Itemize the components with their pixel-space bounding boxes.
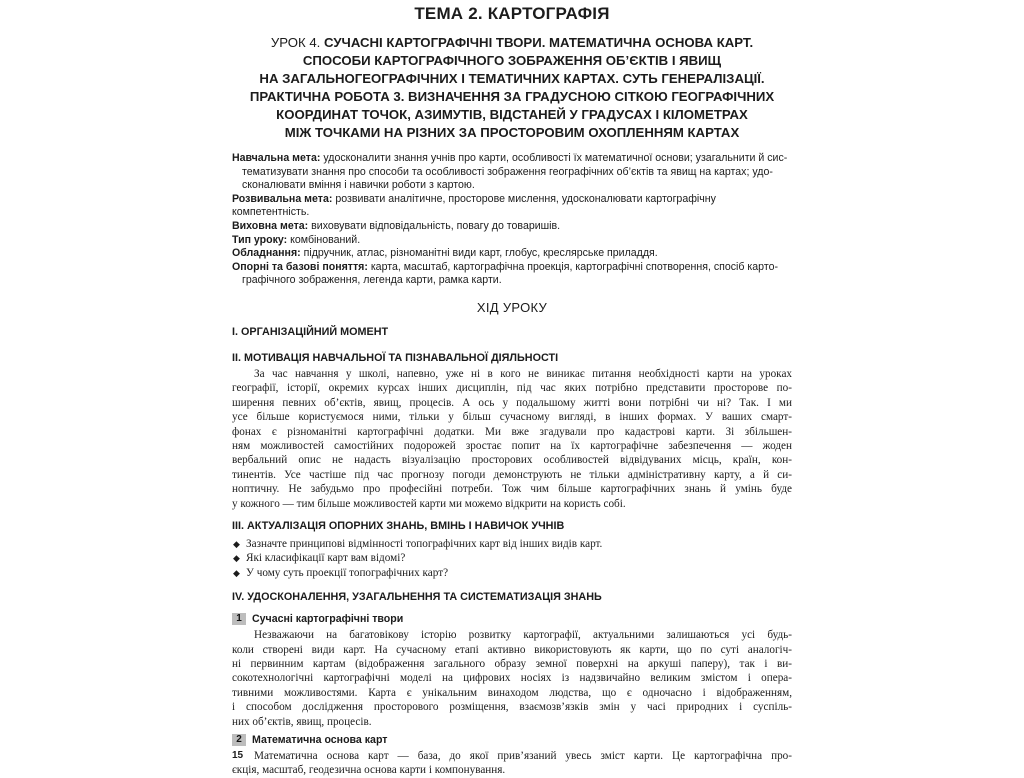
lesson-title-line: НА ЗАГАЛЬНОГЕОГРАФІЧНИХ І ТЕМАТИЧНИХ КАРТАХ. СУТЬ ГЕНЕРАЛІЗАЦІЇ. [259,71,765,86]
list-item: ◆ Зазначте принципові відмінності топографічних карт від інших видів карт. [233,538,603,550]
lesson-goals [232,152,792,288]
lesson-title-line: КООРДИНАТ ТОЧОК, АЗИМУТІВ, ВІДСТАНЕЙ У ГРАДУСАХ І КІЛОМЕТРАХ [276,107,748,122]
lesson-title-line: ПРАКТИЧНА РОБОТА 3. ВИЗНАЧЕННЯ ЗА ГРАДУСНОЮ СІТКОЮ ГЕОГРАФІЧНИХ [249,89,775,104]
diamond-bullet-icon: ◆ [233,553,240,564]
subsection-heading-2: 2 Математична основа карт [232,733,792,747]
cartographic-works-paragraph: Незважаючи на багатовікову історію розвитку картографії, актуальними залишаються усі будь- коли створені види карт. На сучасному етапі активно використовують як карти, що по суті аналогіч- ні первинним картам (відображення загального образу земної поверхні на аркуші паперу), так і ви- сокотехнологічні картографічні моделі на цифрових носіях із надзвичайно великим змістом і опера- тивними можливостями. Карта є унікальним винаходом людства, що є одночасно і відображенням, і способом дослідження просторового розміщення, взаємозв’язків змін у часі природних і суспіль- них об’єктів, явищ, процесів. [232,629,792,728]
math-basis-paragraph: Математична основа карт — база, до якої прив’язаний увесь зміст карти. Це картографічна про- єкція, масштаб, геодезична основа карти і компонування. [232,750,792,777]
page-number: 15 [232,750,244,761]
subsection-heading-1: 1 Сучасні картографічні твори [232,612,792,626]
section-heading-1: І. ОРГАНІЗАЦІЙНИЙ МОМЕНТ [232,325,389,338]
question-list [232,537,792,580]
lesson-title-line: УРОК 4. СУЧАСНІ КАРТОГРАФІЧНІ ТВОРИ. МАТЕМАТИЧНА ОСНОВА КАРТ. [270,35,754,50]
lesson-title [232,34,792,142]
goal-developmental: Розвивальна мета: розвивати аналітичне, просторове мислення, удосконалювати картографічну компетентність. [232,192,716,219]
diamond-bullet-icon: ◆ [233,539,240,549]
subsection-number-badge: 2 [232,734,246,746]
lesson-prefix: УРОК 4. [270,35,324,50]
key-concepts: Опорні та базові поняття: карта, масштаб, картографічна проекція, картографічні спотворення, спосіб карто- графічного зображення, легенда карти, рамка карти. [232,260,778,287]
lesson-title-line: СПОСОБИ КАРТОГРАФІЧНОГО ЗОБРАЖЕННЯ ОБ’ЄКТІВ І ЯВИЩ [302,53,722,68]
lesson-equipment: Обладнання: підручник, атлас, різноманітні види карт, глобус, креслярське приладдя. [232,247,658,260]
goal-upbringing: Виховна мета: виховувати відповідальність, повагу до товаришів. [232,219,561,232]
list-item: ◆ Які класифікації карт вам відомі? [233,552,406,565]
topic-title: ТЕМА 2. КАРТОГРАФІЯ [414,4,610,23]
diamond-bullet-icon: ◆ [233,567,240,578]
section-heading-4: IV. УДОСКОНАЛЕННЯ, УЗАГАЛЬНЕННЯ ТА СИСТЕМАТИЗАЦІЯ ЗНАНЬ [232,591,602,604]
goal-educational: Навчальна мета: удосконалити знання учнів про карти, особливості їх математичної основи; узагальнити й сис- тематизувати знання про способи та особливості зображення географічних об’єктів та явищ на картах; удо- сконалювати вміння і навички роботи з картою. [232,152,788,192]
motivation-paragraph: За час навчання у школі, напевно, уже ні в кого не виникає питання необхідності карти на уроках географії, історії, окремих курсах інших дисциплін, під час яких потрібно представити просторове по- ширення певних об’єктів, явищ, процесів. А ось у подальшому житті вони потрібні чи ні? Так. І ми усе більше користуємося ними, тільки у більш сучасному вигляді, в інших формах. У ваших смарт- фонах є різноманітні картографічні додатки. Ми вже згадували про кадастрові карти. Зі збільшен- ням можливостей самостійних подорожей зростає попит на їх картографічне забезпечення — жоден вербальний опис не надасть візуалізацію просторових особливостей відвідуваних місць, країн, кон- тинентів. Усе частіше під час прогнозу погоди демонструють не тільки адміністративну карту, а й си- ноптичну. Не забудьмо про професійні потреби. Тож чим більше картографічних знань й умінь буде у кожного — тим більше можливостей карти ми можемо відкрити на користь собі. [232,367,792,510]
list-item: ◆ У чому суть проекції топографічних карт? [233,566,449,579]
section-heading-2: ІІ. МОТИВАЦІЯ НАВЧАЛЬНОЇ ТА ПІЗНАВАЛЬНОЇ ДІЯЛЬНОСТІ [232,351,559,364]
subsection-number-badge: 1 [232,613,246,625]
lesson-title-line: МІЖ ТОЧКАМИ НА РІЗНИХ ЗА ПРОСТОРОВИМ ОХОПЛЕННЯМ КАРТАХ [284,125,740,140]
lesson-progress-heading: ХІД УРОКУ [476,299,548,315]
section-heading-3: ІІІ. АКТУАЛІЗАЦІЯ ОПОРНИХ ЗНАНЬ, ВМІНЬ І НАВИЧОК УЧНІВ [232,520,565,532]
lesson-type: Тип уроку: комбінований. [232,233,361,246]
